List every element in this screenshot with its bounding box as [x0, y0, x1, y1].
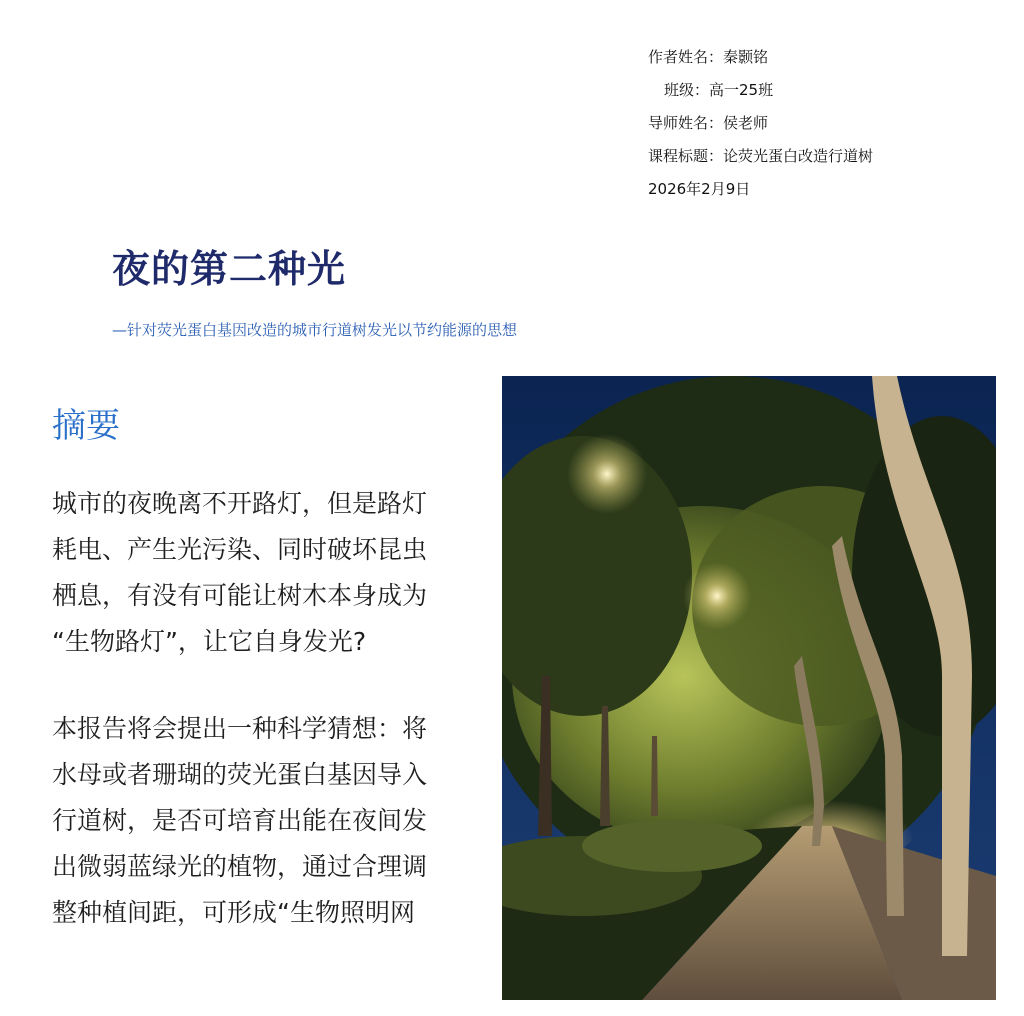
paragraph-line: 水母或者珊瑚的荧光蛋白基因导入 — [52, 760, 428, 789]
street-lamp-glow — [683, 562, 751, 630]
paragraph-line: 栖息，有没有可能让树木本身成为 — [52, 581, 428, 610]
page-subtitle: —针对荧光蛋白基因改造的城市行道树发光以节约能源的思想 — [112, 321, 518, 339]
tree-trunk — [651, 736, 658, 816]
street-trees-night-photo — [502, 376, 996, 1000]
paragraph-line: 行道树，是否可培育出能在夜间发 — [52, 806, 428, 835]
abstract-paragraph-2 — [52, 706, 492, 936]
abstract-heading: 摘要 — [52, 406, 120, 446]
course-title: 课程标题：论荧光蛋白改造行道树 — [648, 147, 874, 165]
author-name: 作者姓名：秦颢铭 — [648, 48, 769, 66]
paragraph-line: 本报告将会提出一种科学猜想：将 — [52, 714, 428, 743]
report-date: 2026年2月9日 — [648, 180, 751, 198]
paragraph-line: “生物路灯”，让它自身发光? — [52, 627, 367, 656]
advisor-name: 导师姓名：侯老师 — [648, 114, 769, 132]
paragraph-line: 耗电、产生光污染、同时破坏昆虫 — [52, 535, 428, 564]
class-info: 班级：高一25班 — [664, 81, 774, 99]
paragraph-line: 城市的夜晚离不开路灯，但是路灯 — [52, 489, 428, 518]
abstract-paragraph-1 — [52, 481, 492, 665]
street-lamp-glow — [567, 434, 647, 514]
paragraph-line: 出微弱蓝绿光的植物，通过合理调 — [52, 852, 428, 881]
paragraph-line: 整种植间距，可形成“生物照明网 — [52, 898, 415, 927]
page-title: 夜的第二种光 — [112, 247, 347, 291]
night-street-illustration — [502, 376, 996, 1000]
author-info-block — [648, 44, 873, 209]
